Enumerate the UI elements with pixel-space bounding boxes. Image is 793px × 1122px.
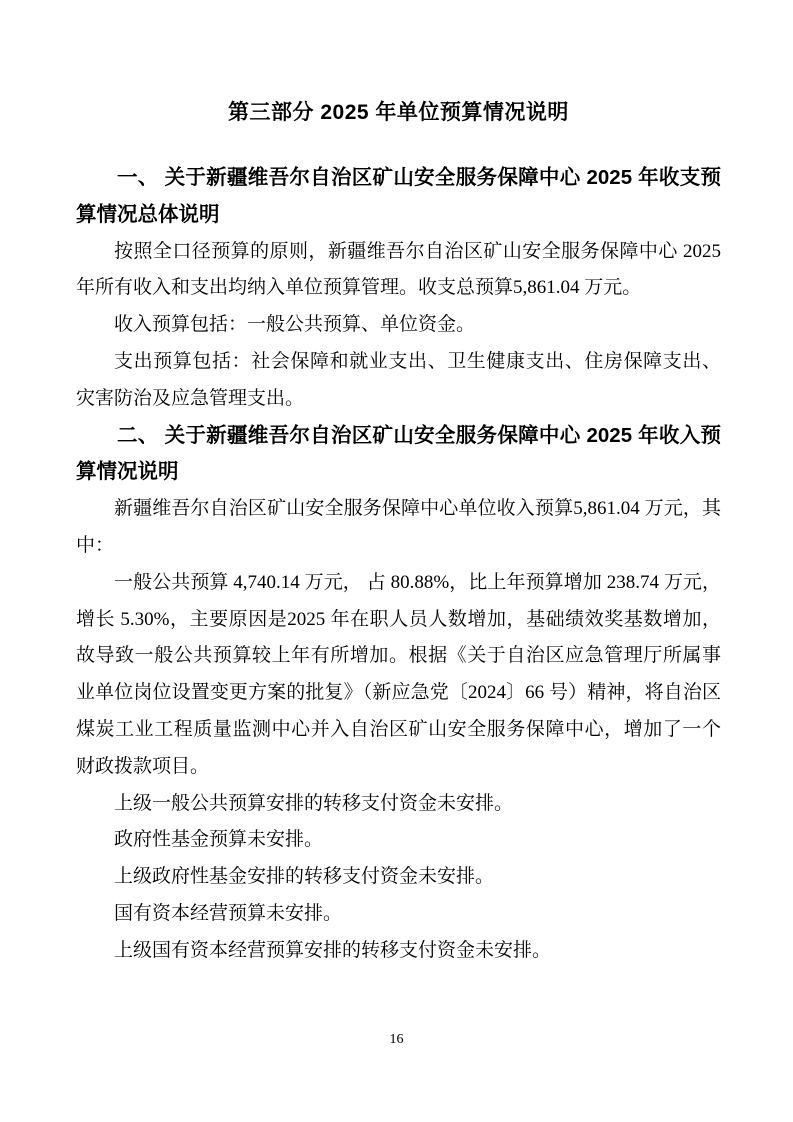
section-2-paragraph-1: 新疆维吾尔自治区矿山安全服务保障中心单位收入预算5,861.04 万元，其中： (76, 498, 721, 556)
section-2-paragraph-7: 上级国有资本经营预算安排的转移支付资金未安排。 (114, 939, 552, 961)
page-footer (0, 1030, 793, 1048)
section-2-heading: 二、 关于新疆维吾尔自治区矿山安全服务保障中心 2025 年收入预算情况说明 (76, 423, 721, 484)
section-1-paragraph-3: 支出预算包括：社会保障和就业支出、卫生健康支出、住房保障支出、灾害防治及应急管理支出。 (76, 350, 721, 409)
section-2-paragraph-5: 上级政府性基金安排的转移支付资金未安排。 (114, 866, 495, 888)
section-1-heading: 一、 关于新疆维吾尔自治区矿山安全服务保障中心 2025 年收支预算情况总体说明 (76, 166, 721, 226)
section-overview (76, 160, 721, 418)
section-1-paragraph-2: 收入预算包括：一般公共预算、单位资金。 (114, 314, 476, 336)
section-2-paragraph-2: 一般公共预算 4,740.14 万元， 占 80.88%，比上年预算增加 238.74 万元，增长 5.30%，主要原因是2025 年在职人员人数增加，基础绩效奖基数增加，故导致一般公共预算较上年有所增加。根据《关于自治区应急管理厅所属事业单位岗位设置变更方案的批复》（新应急党〔2024〕66 号）精神，将自治区煤炭工业工程质量监测中心并入自治区矿山安全服务保障中心，增加了一个财政拨款项目。 (76, 571, 721, 777)
document-title: 第三部分 2025 年单位预算情况说明 (228, 101, 569, 124)
section-2-paragraph-4: 政府性基金预算未安排。 (114, 829, 324, 851)
section-1-paragraph-1: 按照全口径预算的原则，新疆维吾尔自治区矿山安全服务保障中心 2025 年所有收入和支出均纳入单位预算管理。收支总预算5,861.04 万元。 (76, 240, 721, 299)
section-2-paragraph-3: 上级一般公共预算安排的转移支付资金未安排。 (114, 792, 514, 814)
section-2-paragraph-6: 国有资本经营预算未安排。 (114, 902, 343, 924)
section-income-budget (76, 418, 721, 970)
page-number: 16 (389, 1032, 404, 1047)
